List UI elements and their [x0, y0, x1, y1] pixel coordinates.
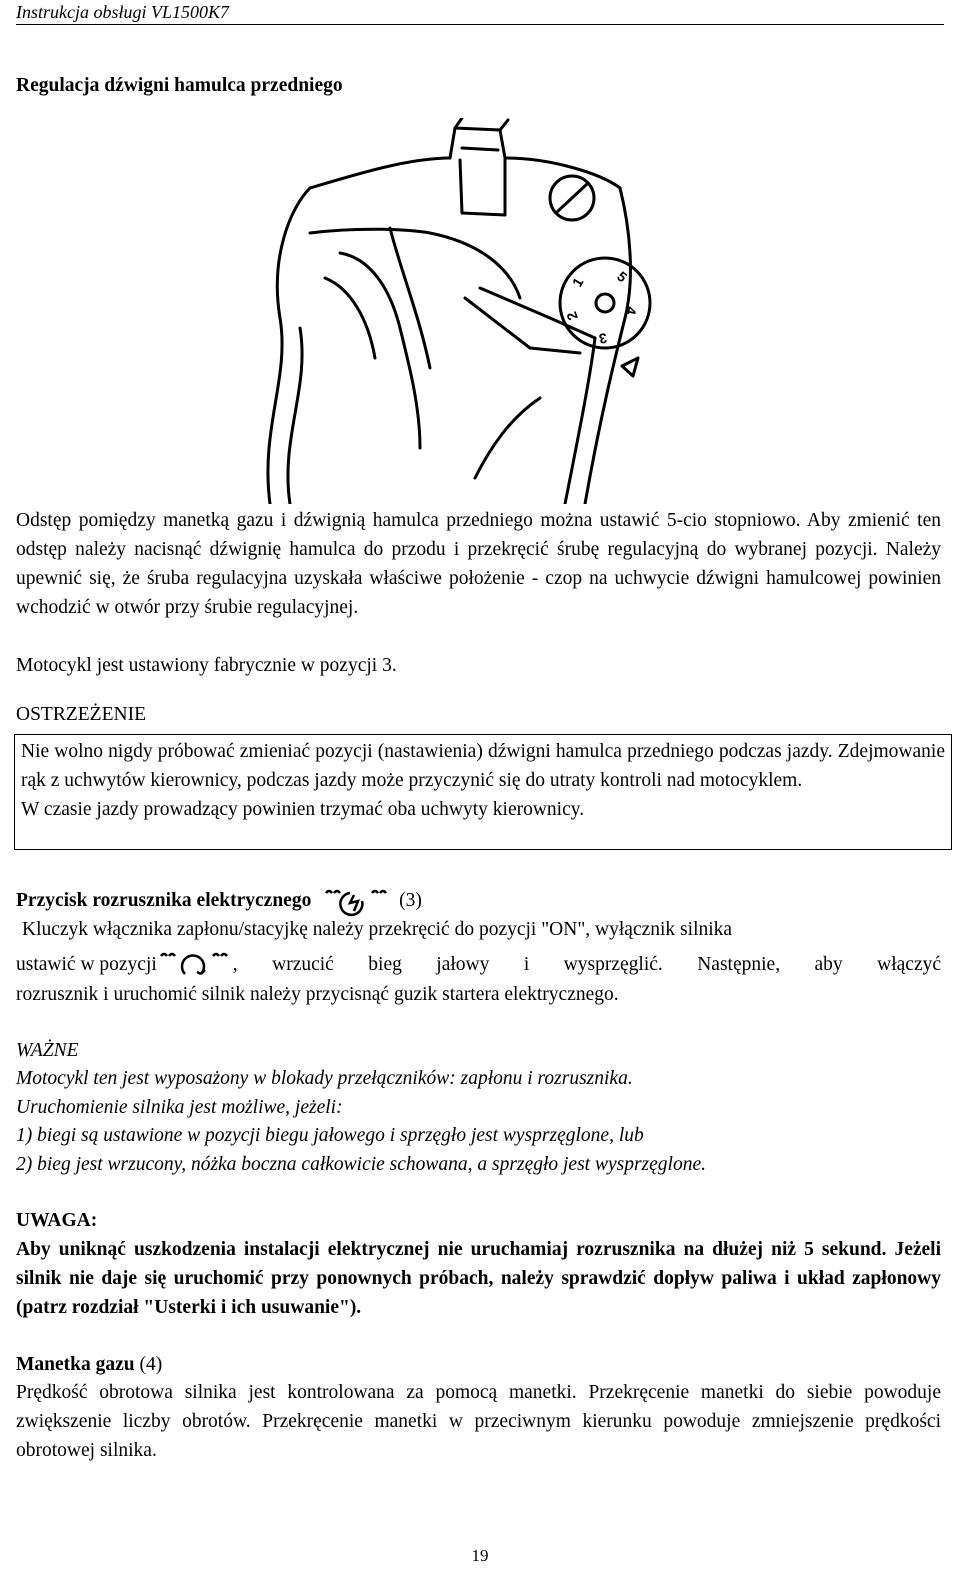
starter-title-number: (3) [399, 890, 422, 911]
warning-label: OSTRZEŻENIE [16, 704, 146, 725]
throttle-text: Prędkość obrotowa silnika jest kontrolowana za pomocą manetki. Przekręcenie manetki do siebie powoduje zwiększenie liczby obrotów. Przekręcenie manetki w przeciwnym kierunku powoduje zmniejszenie prędkości obrotowej silnika. [16, 1382, 941, 1461]
page-header [16, 2, 944, 25]
starter-line-2b: , wrzucić bieg jałowy i wysprzęglić. Następnie, aby włączyć [232, 954, 941, 975]
starter-heading [16, 886, 941, 917]
section-title-brake-lever: Regulacja dźwigni hamulca przedniego [16, 75, 343, 96]
throttle-title-number: (4) [139, 1354, 163, 1375]
important-line-1: Motocykl ten jest wyposażony w blokady przełączników: zapłonu i rozrusznika. [16, 1068, 633, 1089]
page-number: 19 [471, 1546, 489, 1565]
dial-number-3: 3 [597, 330, 609, 348]
brake-adjust-paragraph: Odstęp pomiędzy manetką gazu i dźwignią hamulca przedniego można ustawić 5-cio stopniowo. Aby zmienić ten odstęp należy nacisnąć dźwignię hamulca do przodu i przekręcić śrubę regulacyjną do wybranej pozycji. Należy upewnić się, że śruba regulacyjna uzyskała właściwe położenie - czop na uchwycie dźwigni hamulcowej powinien wchodzić w otwór przy śrubie regulacyjnej. [16, 510, 941, 618]
important-line-2: Uruchomienie silnika jest możliwe, jeżeli: [16, 1097, 343, 1118]
starter-line-2 [16, 950, 941, 980]
dial-number-2: 2 [563, 309, 581, 323]
important-label: WAŻNE [16, 1040, 79, 1061]
warning-box [14, 734, 952, 850]
note-label: UWAGA: [16, 1210, 98, 1231]
note-text: Aby uniknąć uszkodzenia instalacji elektrycznej nie uruchamiaj rozrusznika na dłużej niż 5 sekund. Jeżeli silnik nie daje się uruchomić przy ponownych próbach, należy sprawdzić dopływ paliwa i układ zapłonowy (patrz rozdział "Usterki i ich usuwanie"). [16, 1239, 941, 1318]
warning-text-1: Nie wolno nigdy próbować zmieniać pozycji (nastawienia) dźwigni hamulca przedniego podczas jazdy. Zdejmowanie rąk z uchwytów kierownicy, podczas jazdy może przyczynić się do utraty kontroli nad motocyklem. [21, 741, 945, 791]
starter-line-3: rozrusznik i uruchomić silnik należy przycisnąć guzik startera elektrycznego. [16, 984, 619, 1005]
header-title: Instrukcja obsługi VL1500K7 [16, 2, 230, 22]
starter-button-icon [320, 887, 390, 917]
important-line-3: 1) biegi są ustawione w pozycji biegu jałowego i sprzęgło jest wysprzęglone, lub [16, 1125, 644, 1146]
throttle-title: Manetka gazu [16, 1354, 135, 1375]
warning-text-2: W czasie jazdy prowadzący powinien trzymać oba uchwyty kierownicy. [21, 799, 585, 820]
throttle-heading [16, 1350, 941, 1379]
starter-title: Przycisk rozrusznika elektrycznego [16, 890, 312, 911]
dial-number-5: 5 [614, 268, 631, 286]
engine-run-icon [157, 950, 229, 980]
brake-lever-illustration [250, 118, 710, 504]
dial-number-4: 4 [622, 305, 640, 316]
factory-setting-text: Motocykl jest ustawiony fabrycznie w pozycji 3. [16, 655, 397, 676]
starter-line-1: Kluczyk włącznika zapłonu/stacyjkę należy przekręcić do pozycji "ON", wyłącznik silnika [22, 919, 733, 940]
dial-number-1: 1 [568, 274, 587, 290]
starter-line-2a: ustawić w pozycji [16, 954, 157, 975]
important-line-4: 2) bieg jest wrzucony, nóżka boczna całkowicie schowana, a sprzęgło jest wysprzęglone. [16, 1154, 707, 1175]
